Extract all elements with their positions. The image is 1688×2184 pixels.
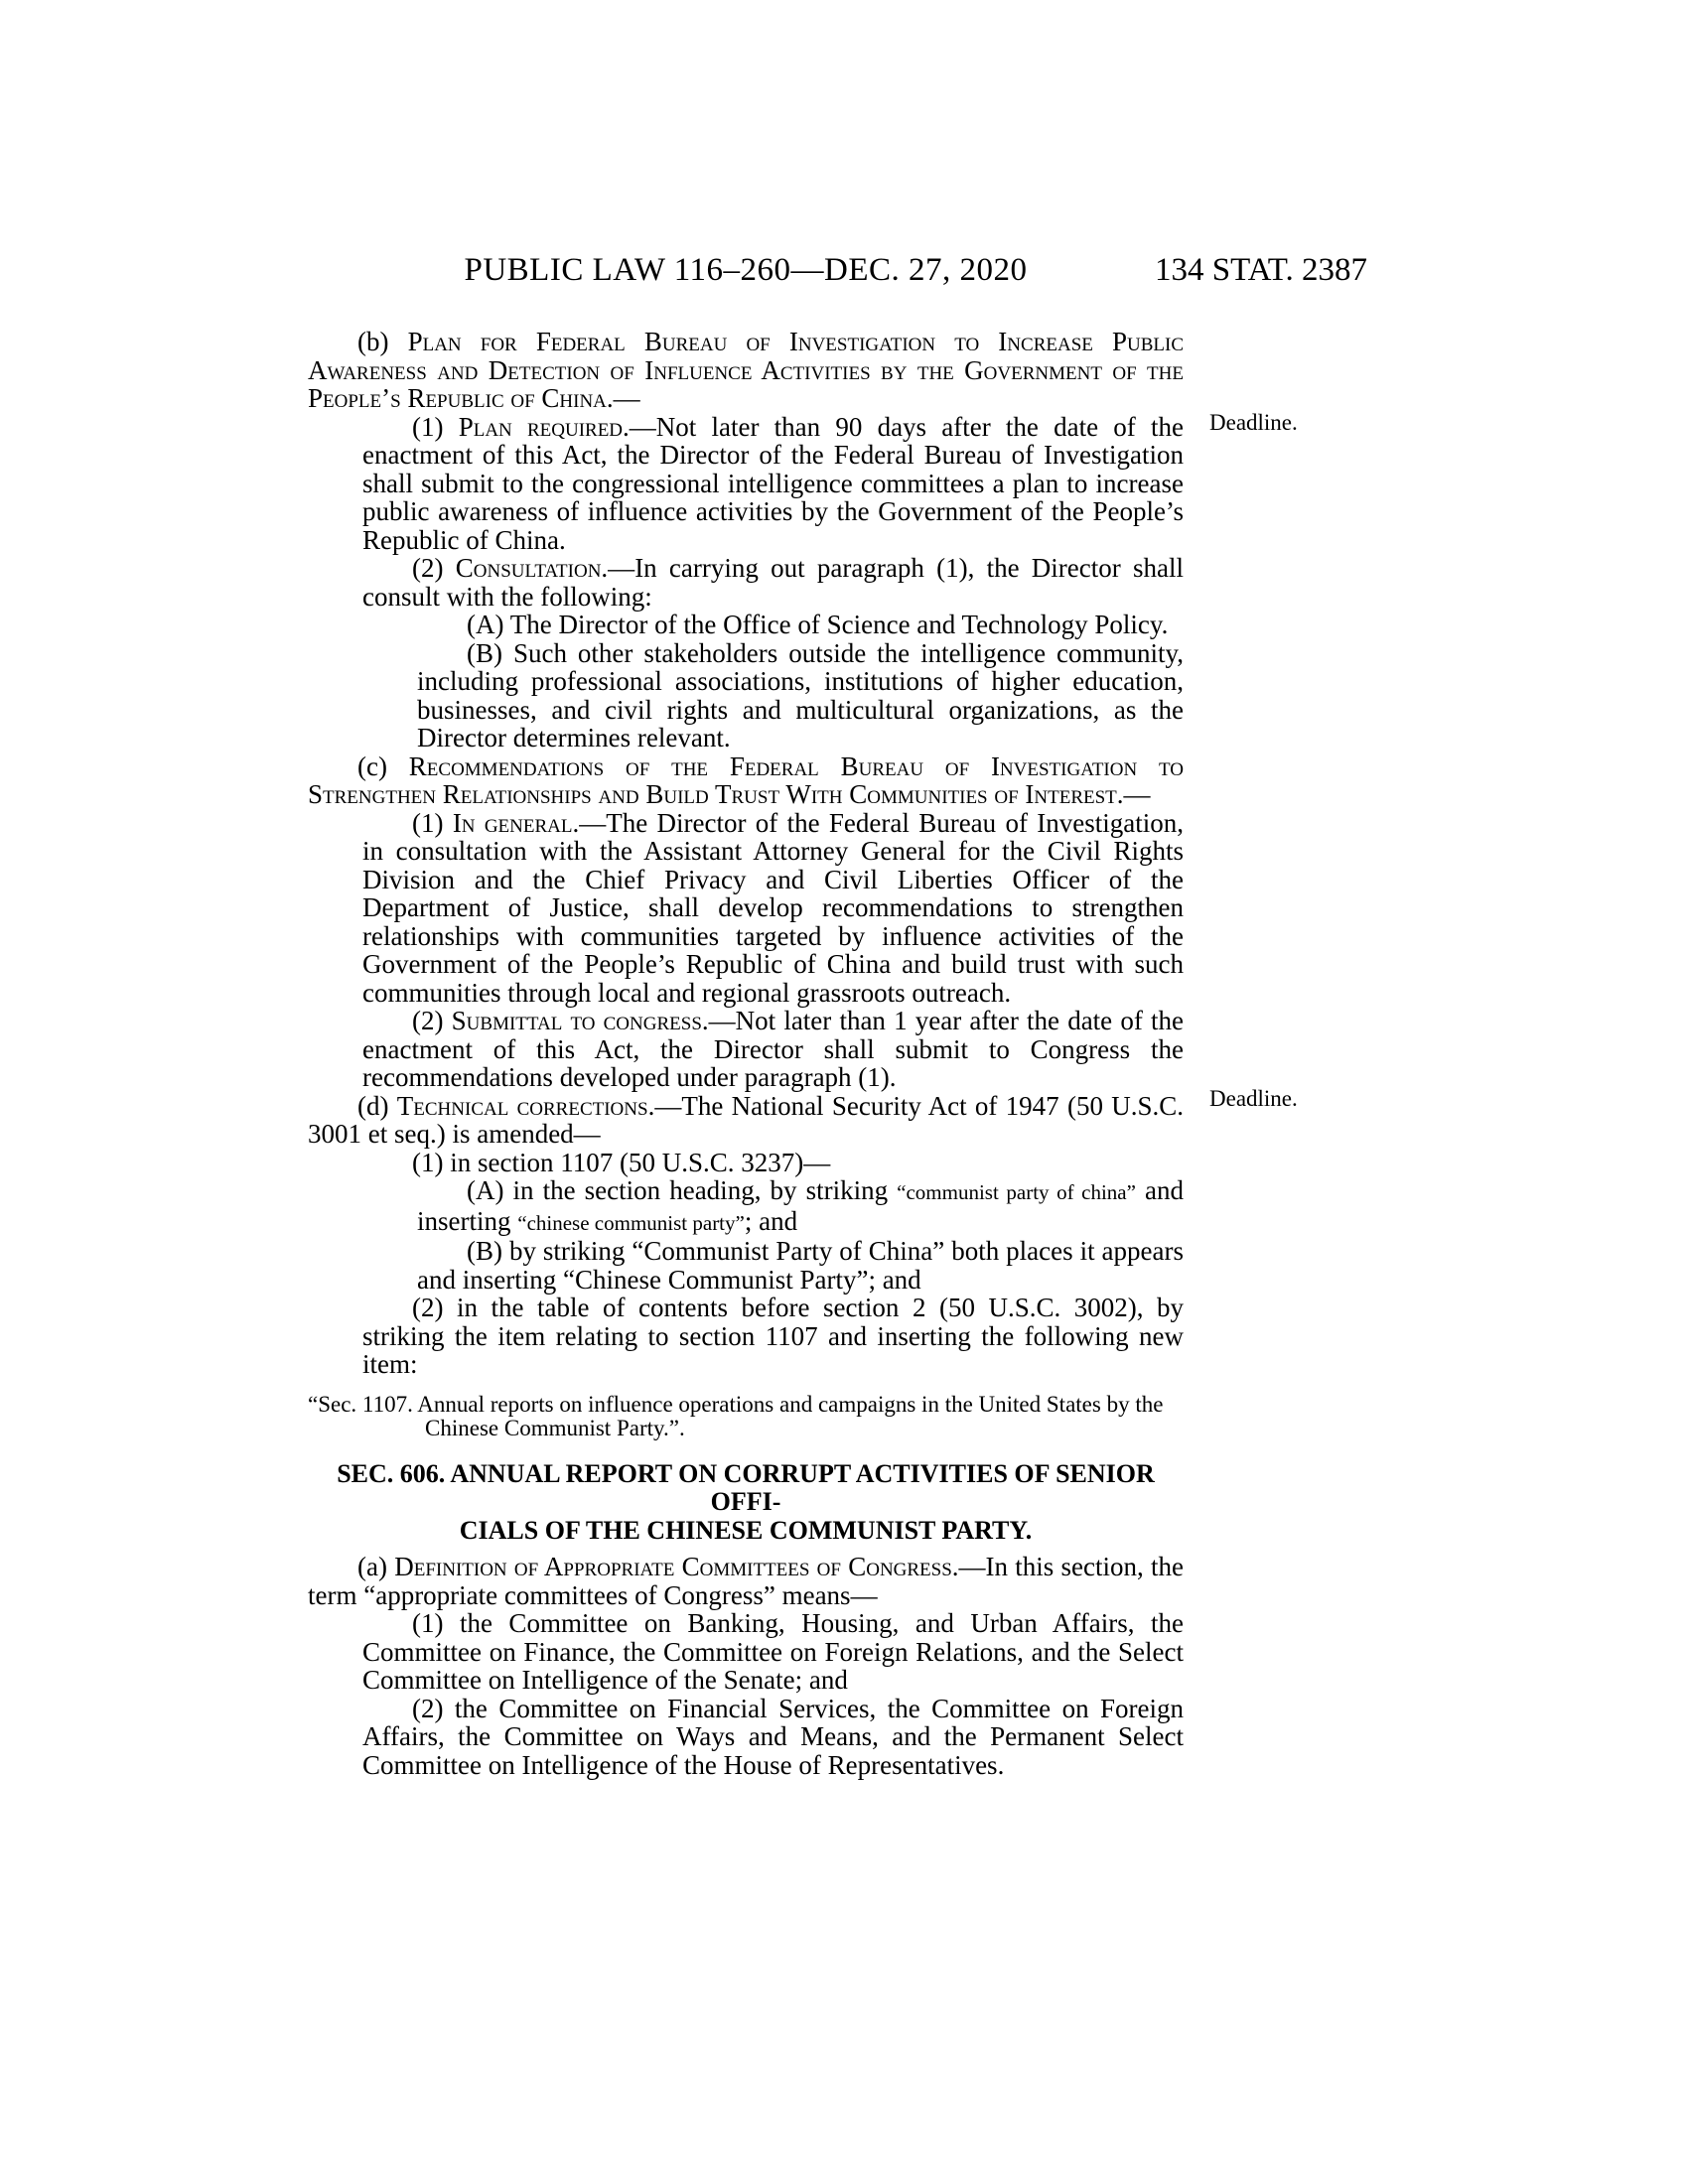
section-heading-sec-606-heading (308, 1460, 1184, 1546)
paragraph-c (308, 752, 1184, 809)
paragraph-d (308, 1092, 1184, 1149)
paragraph-b-2 (362, 554, 1184, 611)
paragraph-d-2 (362, 1294, 1184, 1379)
text-run: The Director of the Federal Bureau of Investigation, in consultation with the Assistant Attorney General for the Civil Rights Division and the Chief Privacy and Civil Liberties Officer of the Department of Justice, shall develop recommendations to strengthen relationships with communities targeted by influence activities of the Government of the People’s Republic of China and build trust with such communities through local and regional grassroots outreach. (362, 807, 1185, 1008)
paragraph-b-1 (362, 413, 1184, 555)
text-run: Recommendations of the Federal Bureau of Investigation to Strengthen Relationships and Build Trust With Communities of Interest.— (308, 751, 1184, 809)
text-run: and inserting (417, 1175, 1185, 1236)
margin-note-deadline: Deadline. (1209, 410, 1298, 435)
text-run: In this section, the term “appropriate committees of Congress” means— (308, 1552, 1184, 1610)
text-run: “communist party of china” (897, 1180, 1136, 1204)
text-run: “chinese communist party” (517, 1210, 745, 1235)
text-run: “Sec. 1107. Annual reports on influence operations and campaigns in the United States by the Chinese Communist Party.”. (308, 1391, 1164, 1440)
text-run: In general.— (452, 807, 607, 838)
text-run: (1) in section 1107 (50 U.S.C. 3237)— (412, 1147, 831, 1177)
paragraph-b-2-B (417, 639, 1184, 752)
text-run: (2) (412, 553, 456, 583)
text-run: Plan for Federal Bureau of Investigation to Increase Public Awareness and Detection of Influence Activities by the Government of the People’s Republic of China.— (308, 327, 1184, 413)
text-run: (c) (357, 751, 409, 781)
text-run: Not later than 90 days after the date of the enactment of this Act, the Director of the Federal Bureau of Investigation shall submit to the congressional intelligence committees a plan to increase public awareness of influence activities by the Government of the People’s Republic of China. (362, 411, 1184, 555)
text-run: Plan required.— (458, 411, 656, 442)
text-run: In carrying out paragraph (1), the Director shall consult with the following: (362, 553, 1185, 612)
text-run: (A) in the section heading, by striking (467, 1175, 898, 1205)
paragraph-d-1 (362, 1149, 1184, 1177)
paragraph-a-1 (362, 1609, 1184, 1695)
margin-note-deadline: Deadline. (1209, 1086, 1298, 1111)
section-heading-line: SEC. 606. ANNUAL REPORT ON CORRUPT ACTIVITIES OF SENIOR OFFI- (337, 1458, 1155, 1516)
text-run: (b) (357, 327, 408, 356)
text-run: (1) the Committee on Banking, Housing, and Urban Affairs, the Committee on Finance, the Committee on Foreign Relations, and the Select Committee on Intelligence of the Senate; and (362, 1608, 1184, 1695)
paragraph-c-2 (362, 1007, 1184, 1092)
text-run: Consultation.— (455, 553, 635, 583)
paragraph-b (308, 328, 1184, 413)
text-run: Definition of Appropriate Committees of Congress.— (394, 1552, 986, 1581)
text-run: Submittal to congress.— (451, 1006, 736, 1035)
section-heading-line: CIALS OF THE CHINESE COMMUNIST PARTY. (459, 1515, 1033, 1545)
text-run: (A) The Director of the Office of Science and Technology Policy. (467, 610, 1169, 639)
text-run: (1) (412, 807, 453, 838)
text-run: (a) (357, 1552, 395, 1581)
statute-page-number: 134 STAT. 2387 (1155, 252, 1368, 288)
text-run: Technical corrections.— (396, 1090, 682, 1121)
text-run: (d) (357, 1090, 397, 1121)
text-run: (1) (412, 411, 459, 442)
text-run: The National Security Act of 1947 (50 U.S.C. 3001 et seq.) is amended— (308, 1090, 1184, 1149)
text-run: (2) in the table of contents before section 2 (50 U.S.C. 3002), by striking the item relating to section 1107 and inserting the following new item: (362, 1293, 1184, 1379)
paragraph-d-1-B (417, 1237, 1184, 1294)
document-body (308, 328, 1184, 1779)
text-run: (2) the Committee on Financial Services, the Committee on Foreign Affairs, the Committee on Ways and Means, and the Permanent Select Committee on Intelligence of the House of Representatives. (362, 1693, 1184, 1780)
text-run: Not later than 1 year after the date of the enactment of this Act, the Director shall submit to Congress the recommendations developed under paragraph (1). (362, 1006, 1184, 1092)
paragraph-b-2-A (417, 611, 1184, 639)
text-run: (B) Such other stakeholders outside the intelligence community, including professional associations, institutions of higher education, businesses, and civil rights and multicultural organizations, as the Director determines relevant. (417, 637, 1184, 752)
paragraph-d-1-A (417, 1176, 1184, 1237)
text-run: (B) by striking “Communist Party of China” both places it appears and inserting “Chinese Communist Party”; and (417, 1236, 1184, 1295)
law-citation-header: PUBLIC LAW 116–260—DEC. 27, 2020 (464, 252, 1028, 288)
paragraph-c-1 (362, 809, 1184, 1008)
text-run: ; and (744, 1205, 798, 1236)
text-run: (2) (412, 1006, 452, 1035)
toc-entry-toc-1107 (308, 1393, 1184, 1440)
paragraph-a-2 (362, 1695, 1184, 1780)
paragraph-a (308, 1553, 1184, 1609)
